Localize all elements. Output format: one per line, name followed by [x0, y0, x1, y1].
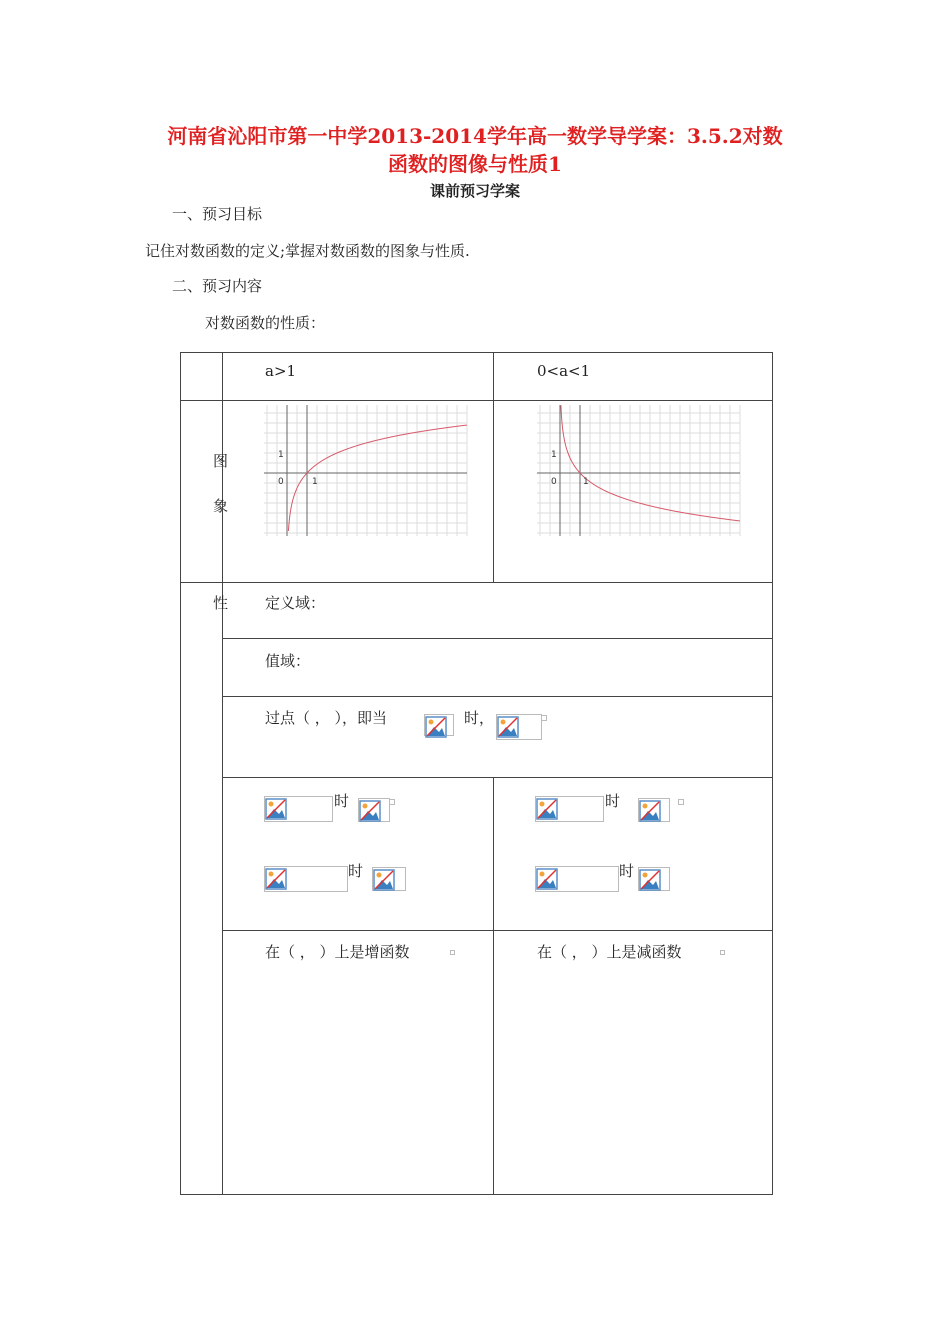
header-0-lt-a-lt-1: 0<a<1: [537, 362, 591, 380]
formula-image-placeholder: [496, 714, 542, 740]
section2-heading: 二、预习内容: [172, 277, 263, 295]
document-subtitle: 课前预习学案: [429, 182, 520, 200]
row-label-property: 性: [213, 594, 229, 612]
formula-image-placeholder: [358, 798, 390, 822]
when-label: 时: [605, 792, 621, 810]
section1-text: 记住对数函数的定义;掌握对数函数的图象与性质.: [145, 242, 470, 260]
fixed-point-text: 过点（ ， ），即当: [265, 709, 388, 727]
formula-image-placeholder: [424, 714, 454, 736]
formula-image-placeholder: [372, 867, 406, 891]
formula-image-placeholder: [264, 866, 348, 892]
section2-intro: 对数函数的性质：: [205, 314, 326, 332]
fixed-point-when: 时，: [464, 709, 495, 727]
when-label: 时: [619, 862, 635, 880]
graph-decreasing-y-one-label: 1: [551, 450, 557, 460]
broken-image-icon: [373, 869, 395, 891]
formula-image-placeholder: [638, 867, 670, 891]
graph-increasing-y-one-label: 1: [278, 450, 284, 460]
graph-increasing: [262, 403, 472, 538]
graph-decreasing: [535, 403, 745, 538]
graph-decreasing-origin-label: 0: [551, 477, 557, 487]
row-label-graph-2: 象: [213, 497, 229, 515]
broken-image-icon: [425, 716, 447, 738]
formula-image-placeholder: [638, 798, 670, 822]
broken-image-icon: [497, 716, 519, 738]
domain-label: 定义域：: [265, 594, 326, 612]
broken-image-icon: [639, 800, 661, 822]
graph-decreasing-x-one-label: 1: [583, 477, 589, 487]
broken-image-icon: [536, 798, 558, 820]
broken-image-icon: [639, 869, 661, 891]
range-label: 值域：: [265, 652, 311, 670]
document-title-line1: 河南省沁阳市第一中学2013-2014学年高一数学导学案：3.5.2对数: [167, 124, 783, 148]
formula-image-placeholder: [535, 866, 619, 892]
row-label-graph-1: 图: [213, 452, 229, 470]
when-label: 时: [348, 862, 364, 880]
broken-image-icon: [265, 798, 287, 820]
broken-image-icon: [265, 868, 287, 890]
graph-increasing-origin-label: 0: [278, 477, 284, 487]
broken-image-icon: [359, 800, 381, 822]
document-title-line2: 函数的图像与性质1: [388, 152, 562, 176]
broken-image-icon: [536, 868, 558, 890]
increasing-text: 在（ ， ）上是增函数: [265, 943, 410, 961]
formula-image-placeholder: [264, 796, 333, 822]
graph-increasing-x-one-label: 1: [312, 477, 318, 487]
when-label: 时: [334, 792, 350, 810]
decreasing-text: 在（ ， ）上是减函数: [537, 943, 682, 961]
formula-image-placeholder: [535, 796, 604, 822]
header-a-gt-1: a>1: [265, 362, 297, 380]
section1-heading: 一、预习目标: [172, 205, 263, 223]
